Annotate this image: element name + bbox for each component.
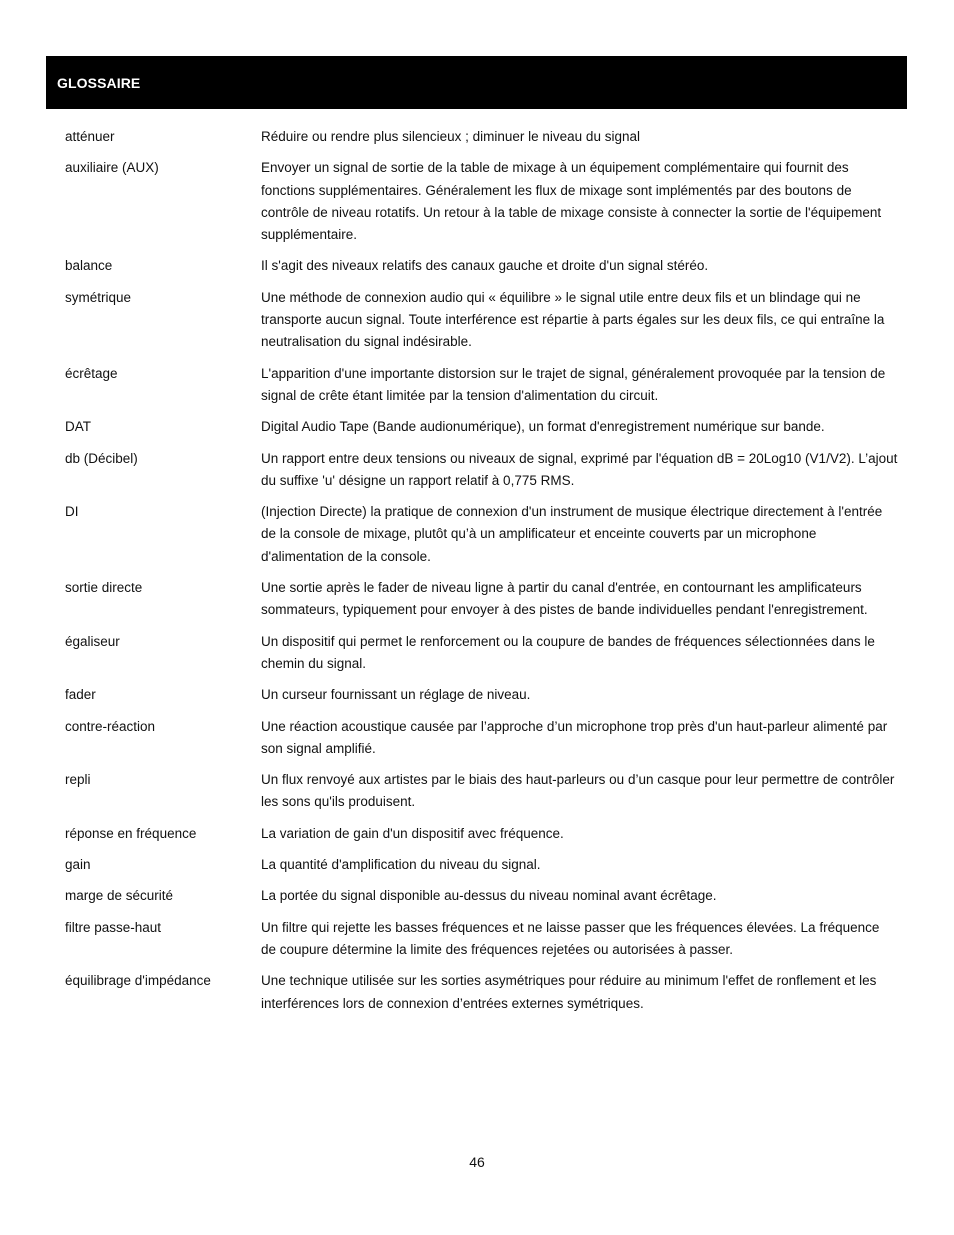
glossary-definition: Il s'agit des niveaux relatifs des canaux gauche et droite d'un signal stéréo. [261, 258, 709, 274]
glossary-definition: La variation de gain d'un dispositif avec fréquence. [261, 825, 564, 841]
glossary-term: auxiliaire (AUX) [65, 160, 159, 176]
glossary-term: atténuer [65, 129, 115, 144]
page-number: 46 [469, 1154, 485, 1170]
glossary-definition: Envoyer un signal de sortie de la table de mixage à un équipement complémentaire qui fournit des fonctions supplémentaires. Généralement les flux de mixage sont implémentés par des boutons de contrôle de niveau rotatifs. Un retour à la table de mixage consiste à connecter la sortie de l'équipement supplémentaire. [261, 160, 882, 243]
glossary-term: gain [65, 857, 91, 873]
glossary-term: équilibrage d'impédance [65, 973, 211, 989]
glossary-definition: La quantité d'amplification du niveau du signal. [261, 857, 541, 873]
glossary-term: repli [65, 772, 91, 788]
glossary-term: DAT [65, 419, 91, 435]
glossary-definition: Une technique utilisée sur les sorties asymétriques pour réduire au minimum l'effet de ronflement et les interférences lors de connexion d’entrées externes symétriques. [261, 973, 877, 1011]
glossary-entry [65, 577, 900, 622]
glossary-definition: Une sortie après le fader de niveau ligne à partir du canal d'entrée, en contournant les amplificateurs sommateurs, typiquement pour envoyer à des pistes de bande individuelles pendant l'enregistrement. [261, 580, 868, 618]
section-title: GLOSSAIRE [57, 74, 141, 91]
glossary-term: fader [65, 687, 96, 703]
glossary-term: db (Décibel) [65, 450, 138, 466]
glossary-definition: La portée du signal disponible au-dessus du niveau nominal avant écrêtage. [261, 888, 717, 904]
glossary-definition: (Injection Directe) la pratique de connexion d'un instrument de musique électrique directement à l'entrée de la console de mixage, plutôt qu’à un amplificateur et enceinte couverts par un microphone d'alimentation de la console. [261, 504, 883, 564]
glossary-term: écrêtage [65, 365, 118, 381]
glossary-entry [65, 416, 900, 438]
glossary-list [65, 126, 900, 1024]
glossary-definition: Digital Audio Tape (Bande audionumérique), un format d'enregistrement numérique sur bande. [261, 419, 825, 435]
glossary-term: contre-réaction [65, 718, 156, 734]
glossary-entry [65, 917, 900, 962]
glossary-definition: Une réaction acoustique causée par l’approche d’un microphone trop près d'un haut-parleur alimenté par son signal amplifié. [261, 718, 888, 756]
glossary-entry [65, 448, 900, 493]
glossary-term: égaliseur [65, 633, 120, 649]
glossary-entry [65, 769, 900, 814]
glossary-term: sortie directe [65, 580, 143, 596]
glossary-entry [65, 157, 900, 246]
glossary-definition: Un flux renvoyé aux artistes par le biais des haut-parleurs ou d’un casque pour leur permettre de contrôler les sons qu'ils produisent. [261, 772, 895, 810]
glossary-term: marge de sécurité [65, 888, 174, 904]
glossary-term: balance [65, 258, 113, 274]
glossary-term: DI [65, 504, 79, 520]
glossary-definition: Un filtre qui rejette les basses fréquences et ne laisse passer que les fréquences élevées. La fréquence de coupure détermine la limite des fréquences rejetées ou autorisées à passer. [261, 919, 880, 957]
glossary-entry [65, 716, 900, 761]
glossary-entry [65, 970, 900, 1015]
glossary-definition: Réduire ou rendre plus silencieux ; diminuer le niveau du signal [261, 129, 640, 144]
glossary-definition: Un rapport entre deux tensions ou niveaux de signal, exprimé par l'équation dB = 20Log10 (V1/V2). L’ajout du suffixe 'u' désigne un rapport relatif à 0,775 RMS. [261, 450, 898, 488]
glossary-term: réponse en fréquence [65, 825, 197, 841]
glossary-entry [65, 501, 900, 568]
glossary-entry [65, 631, 900, 676]
glossary-entry [65, 363, 900, 408]
glossary-definition: Un curseur fournissant un réglage de niveau. [261, 687, 531, 703]
glossary-entry [65, 854, 900, 876]
glossary-entry [65, 684, 900, 706]
glossary-definition: Un dispositif qui permet le renforcement ou la coupure de bandes de fréquences sélectionnées dans le chemin du signal. [261, 633, 875, 671]
glossary-term: filtre passe-haut [65, 919, 162, 935]
glossary-entry [65, 126, 900, 148]
glossary-entry [65, 885, 900, 907]
glossary-definition: L'apparition d'une importante distorsion sur le trajet de signal, généralement provoquée par la tension de signal de crête étant limitée par la tension d'alimentation du circuit. [261, 365, 886, 403]
glossary-entry [65, 255, 900, 277]
glossary-entry [65, 823, 900, 845]
glossary-term: symétrique [65, 289, 132, 305]
section-header-bar [46, 56, 907, 109]
glossary-entry [65, 287, 900, 354]
glossary-definition: Une méthode de connexion audio qui « équilibre » le signal utile entre deux fils et un blindage qui ne transporte aucun signal. Toute interférence est répartie à parts égales sur les deux fils, ce qui entraîne la neutralisation du signal indésirable. [261, 289, 885, 350]
